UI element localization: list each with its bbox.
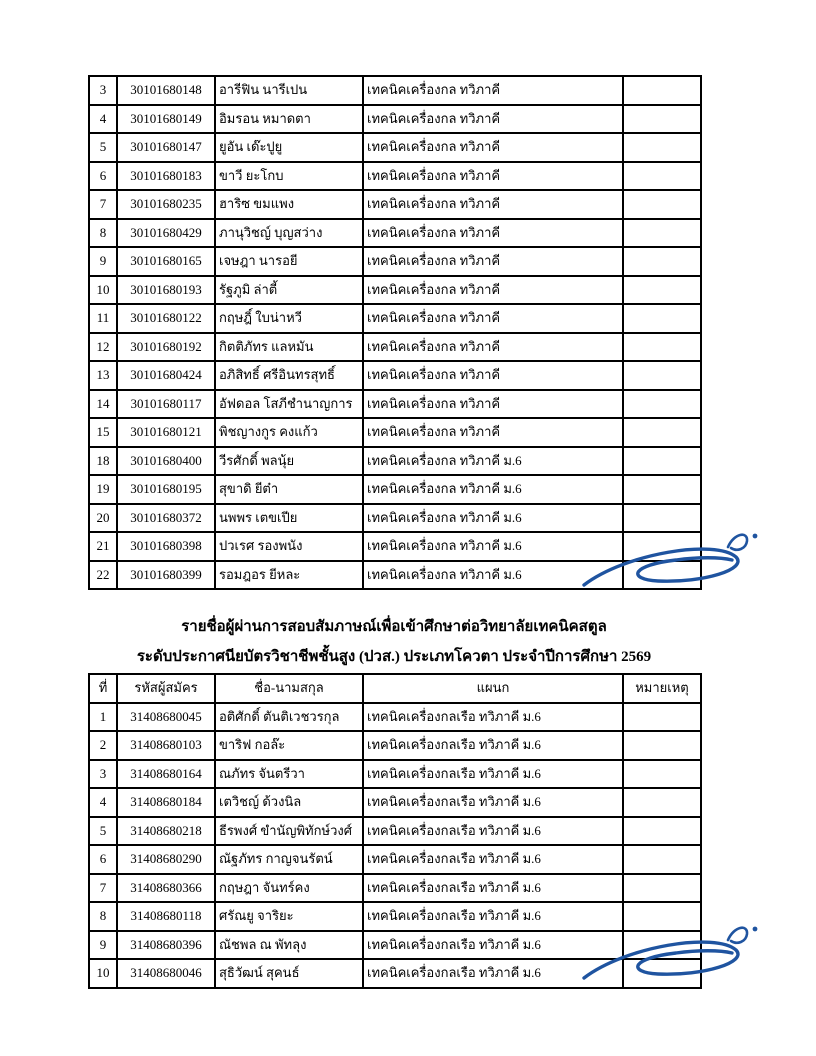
table1-body <box>89 76 701 589</box>
cell-id: 30101680424 <box>117 361 215 390</box>
cell-dept: เทคนิคเครื่องกล ทวิภาคี <box>363 361 623 390</box>
cell-dept: เทคนิคเครื่องกลเรือ ทวิภาคี ม.6 <box>363 760 623 789</box>
cell-name: กฤษฎา จันทร์คง <box>215 874 363 903</box>
cell-no: 9 <box>89 931 117 960</box>
cell-id: 30101680117 <box>117 390 215 419</box>
cell-name: อัฟดอล โสภีชำนาญการ <box>215 390 363 419</box>
table-header-row <box>89 674 701 703</box>
cell-id: 31408680046 <box>117 959 215 988</box>
cell-no: 5 <box>89 817 117 846</box>
cell-dept: เทคนิคเครื่องกลเรือ ทวิภาคี ม.6 <box>363 817 623 846</box>
cell-remark <box>623 959 701 988</box>
cell-id: 31408680045 <box>117 703 215 732</box>
cell-no: 3 <box>89 760 117 789</box>
cell-name: อติศักดิ์ ตันติเวชวรกุล <box>215 703 363 732</box>
cell-id: 30101680193 <box>117 276 215 305</box>
cell-remark <box>623 418 701 447</box>
cell-remark <box>623 504 701 533</box>
cell-remark <box>623 361 701 390</box>
cell-remark <box>623 304 701 333</box>
cell-name: ยูอัน เด๊ะปูยู <box>215 133 363 162</box>
cell-no: 13 <box>89 361 117 390</box>
cell-name: อิมรอน หมาดตา <box>215 105 363 134</box>
table-row <box>89 76 701 105</box>
header-remark: หมายเหตุ <box>623 674 701 703</box>
cell-dept: เทคนิคเครื่องกล ทวิภาคี ม.6 <box>363 475 623 504</box>
cell-id: 30101680400 <box>117 447 215 476</box>
cell-name: สุขาดิ ยีต๋า <box>215 475 363 504</box>
table-row <box>89 845 701 874</box>
cell-no: 1 <box>89 703 117 732</box>
cell-name: ศรัณยู จาริยะ <box>215 902 363 931</box>
cell-name: กฤษฎิ์ ใบน่าหวี <box>215 304 363 333</box>
cell-id: 30101680372 <box>117 504 215 533</box>
table-row <box>89 561 701 590</box>
cell-name: ณัชพล ณ พัทลุง <box>215 931 363 960</box>
cell-remark <box>623 190 701 219</box>
cell-no: 6 <box>89 162 117 191</box>
cell-no: 12 <box>89 333 117 362</box>
cell-dept: เทคนิคเครื่องกลเรือ ทวิภาคี ม.6 <box>363 931 623 960</box>
cell-name: ธีรพงศ์ ขำนัญพิทักษ์วงศ์ <box>215 817 363 846</box>
cell-dept: เทคนิคเครื่องกลเรือ ทวิภาคี ม.6 <box>363 874 623 903</box>
section-title <box>88 612 700 672</box>
cell-remark <box>623 247 701 276</box>
header-department: แผนก <box>363 674 623 703</box>
cell-dept: เทคนิคเครื่องกล ทวิภาคี ม.6 <box>363 532 623 561</box>
cell-no: 20 <box>89 504 117 533</box>
page-title: รายชื่อผู้ผ่านการสอบสัมภาษณ์เพื่อเข้าศึกษาต่อวิทยาลัยเทคนิคสตูล <box>181 619 607 635</box>
table-row <box>89 247 701 276</box>
cell-remark <box>623 162 701 191</box>
table-row <box>89 817 701 846</box>
cell-name: ณัฐภัทร กาญจนรัตน์ <box>215 845 363 874</box>
cell-no: 3 <box>89 76 117 105</box>
table-row <box>89 902 701 931</box>
cell-dept: เทคนิคเครื่องกล ทวิภาคี <box>363 304 623 333</box>
cell-name: วีรศักดิ์ พลนุ้ย <box>215 447 363 476</box>
cell-dept: เทคนิคเครื่องกล ทวิภาคี <box>363 162 623 191</box>
table-row <box>89 162 701 191</box>
cell-dept: เทคนิคเครื่องกล ทวิภาคี <box>363 219 623 248</box>
cell-remark <box>623 817 701 846</box>
cell-dept: เทคนิคเครื่องกล ทวิภาคี <box>363 247 623 276</box>
table2-body <box>89 703 701 988</box>
cell-name: ขาวี ยะโกบ <box>215 162 363 191</box>
applicants-table-pvch <box>88 75 702 590</box>
cell-id: 30101680192 <box>117 333 215 362</box>
cell-name: ปวเรศ รองพนัง <box>215 532 363 561</box>
cell-remark <box>623 475 701 504</box>
table-row <box>89 959 701 988</box>
cell-id: 30101680398 <box>117 532 215 561</box>
cell-dept: เทคนิคเครื่องกล ทวิภาคี <box>363 333 623 362</box>
cell-remark <box>623 874 701 903</box>
cell-name: ภานุวิชญ์ บุญสว่าง <box>215 219 363 248</box>
cell-dept: เทคนิคเครื่องกลเรือ ทวิภาคี ม.6 <box>363 703 623 732</box>
cell-remark <box>623 902 701 931</box>
page-subtitle: ระดับประกาศนียบัตรวิชาชีพชั้นสูง (ปวส.) ประเภทโควตา ประจำปีการศึกษา 2569 <box>136 649 652 665</box>
cell-id: 30101680165 <box>117 247 215 276</box>
cell-name: เจษฎา นารอยี <box>215 247 363 276</box>
cell-name: เตวิชญ์ ด้วงนิล <box>215 788 363 817</box>
cell-dept: เทคนิคเครื่องกล ทวิภาคี <box>363 418 623 447</box>
table-row <box>89 874 701 903</box>
table-row <box>89 276 701 305</box>
cell-dept: เทคนิคเครื่องกลเรือ ทวิภาคี ม.6 <box>363 788 623 817</box>
cell-remark <box>623 532 701 561</box>
table-row <box>89 390 701 419</box>
table-row <box>89 931 701 960</box>
cell-no: 4 <box>89 105 117 134</box>
table-row <box>89 219 701 248</box>
cell-name: กิตติภัทร แลหมัน <box>215 333 363 362</box>
table-row <box>89 703 701 732</box>
table-row <box>89 105 701 134</box>
header-no: ที่ <box>89 674 117 703</box>
cell-no: 10 <box>89 959 117 988</box>
table-row <box>89 504 701 533</box>
cell-id: 31408680366 <box>117 874 215 903</box>
cell-remark <box>623 76 701 105</box>
table-row <box>89 304 701 333</box>
cell-id: 30101680147 <box>117 133 215 162</box>
cell-remark <box>623 703 701 732</box>
cell-remark <box>623 390 701 419</box>
cell-no: 7 <box>89 190 117 219</box>
applicants-table-pvs <box>88 673 702 989</box>
cell-dept: เทคนิคเครื่องกล ทวิภาคี ม.6 <box>363 561 623 590</box>
cell-id: 30101680195 <box>117 475 215 504</box>
cell-id: 31408680396 <box>117 931 215 960</box>
cell-name: ขาริฟ กอล๊ะ <box>215 731 363 760</box>
cell-no: 18 <box>89 447 117 476</box>
cell-id: 31408680164 <box>117 760 215 789</box>
cell-no: 8 <box>89 219 117 248</box>
cell-id: 30101680121 <box>117 418 215 447</box>
table-row <box>89 361 701 390</box>
cell-no: 15 <box>89 418 117 447</box>
cell-remark <box>623 845 701 874</box>
table-row <box>89 133 701 162</box>
cell-no: 10 <box>89 276 117 305</box>
cell-no: 11 <box>89 304 117 333</box>
cell-dept: เทคนิคเครื่องกล ทวิภาคี <box>363 390 623 419</box>
cell-dept: เทคนิคเครื่องกล ทวิภาคี <box>363 190 623 219</box>
table-row <box>89 190 701 219</box>
cell-remark <box>623 333 701 362</box>
cell-name: ฮาริซ ขมแพง <box>215 190 363 219</box>
cell-name: สุธิวัฒน์ สุคนธ์ <box>215 959 363 988</box>
cell-id: 31408680290 <box>117 845 215 874</box>
cell-remark <box>623 731 701 760</box>
cell-name: รอมฎอร ยีหละ <box>215 561 363 590</box>
cell-dept: เทคนิคเครื่องกล ทวิภาคี ม.6 <box>363 504 623 533</box>
cell-remark <box>623 133 701 162</box>
table-row <box>89 333 701 362</box>
cell-name: พิชญางกูร คงแก้ว <box>215 418 363 447</box>
cell-remark <box>623 561 701 590</box>
cell-remark <box>623 931 701 960</box>
cell-no: 7 <box>89 874 117 903</box>
cell-no: 5 <box>89 133 117 162</box>
cell-dept: เทคนิคเครื่องกลเรือ ทวิภาคี ม.6 <box>363 731 623 760</box>
cell-dept: เทคนิคเครื่องกลเรือ ทวิภาคี ม.6 <box>363 902 623 931</box>
cell-remark <box>623 788 701 817</box>
cell-no: 2 <box>89 731 117 760</box>
cell-dept: เทคนิคเครื่องกล ทวิภาคี <box>363 276 623 305</box>
table-row <box>89 731 701 760</box>
cell-remark <box>623 105 701 134</box>
cell-id: 30101680122 <box>117 304 215 333</box>
table-row <box>89 418 701 447</box>
cell-id: 31408680118 <box>117 902 215 931</box>
table-row <box>89 447 701 476</box>
cell-name: อารีฟิน นารีเปน <box>215 76 363 105</box>
cell-id: 30101680399 <box>117 561 215 590</box>
cell-no: 4 <box>89 788 117 817</box>
cell-dept: เทคนิคเครื่องกลเรือ ทวิภาคี ม.6 <box>363 845 623 874</box>
cell-name: อภิสิทธิ์ ศรีอินทรสุทธิ์ <box>215 361 363 390</box>
cell-id: 30101680149 <box>117 105 215 134</box>
cell-no: 22 <box>89 561 117 590</box>
table-row <box>89 760 701 789</box>
cell-dept: เทคนิคเครื่องกล ทวิภาคี <box>363 133 623 162</box>
cell-remark <box>623 219 701 248</box>
cell-name: ณภัทร จันตรีวา <box>215 760 363 789</box>
header-applicant-id: รหัสผู้สมัคร <box>117 674 215 703</box>
table-row <box>89 532 701 561</box>
cell-no: 8 <box>89 902 117 931</box>
cell-id: 30101680183 <box>117 162 215 191</box>
cell-no: 6 <box>89 845 117 874</box>
cell-dept: เทคนิคเครื่องกล ทวิภาคี ม.6 <box>363 447 623 476</box>
cell-id: 31408680184 <box>117 788 215 817</box>
cell-no: 19 <box>89 475 117 504</box>
cell-name: รัฐภูมิ ล่าตี้ <box>215 276 363 305</box>
cell-no: 14 <box>89 390 117 419</box>
cell-remark <box>623 760 701 789</box>
cell-dept: เทคนิคเครื่องกลเรือ ทวิภาคี ม.6 <box>363 959 623 988</box>
table-row <box>89 475 701 504</box>
table-row <box>89 788 701 817</box>
cell-name: นพพร เตขเปีย <box>215 504 363 533</box>
cell-id: 30101680429 <box>117 219 215 248</box>
cell-remark <box>623 276 701 305</box>
cell-no: 9 <box>89 247 117 276</box>
cell-id: 31408680103 <box>117 731 215 760</box>
cell-no: 21 <box>89 532 117 561</box>
cell-dept: เทคนิคเครื่องกล ทวิภาคี <box>363 105 623 134</box>
cell-remark <box>623 447 701 476</box>
cell-dept: เทคนิคเครื่องกล ทวิภาคี <box>363 76 623 105</box>
cell-id: 30101680235 <box>117 190 215 219</box>
header-name: ชื่อ-นามสกุล <box>215 674 363 703</box>
cell-id: 31408680218 <box>117 817 215 846</box>
cell-id: 30101680148 <box>117 76 215 105</box>
